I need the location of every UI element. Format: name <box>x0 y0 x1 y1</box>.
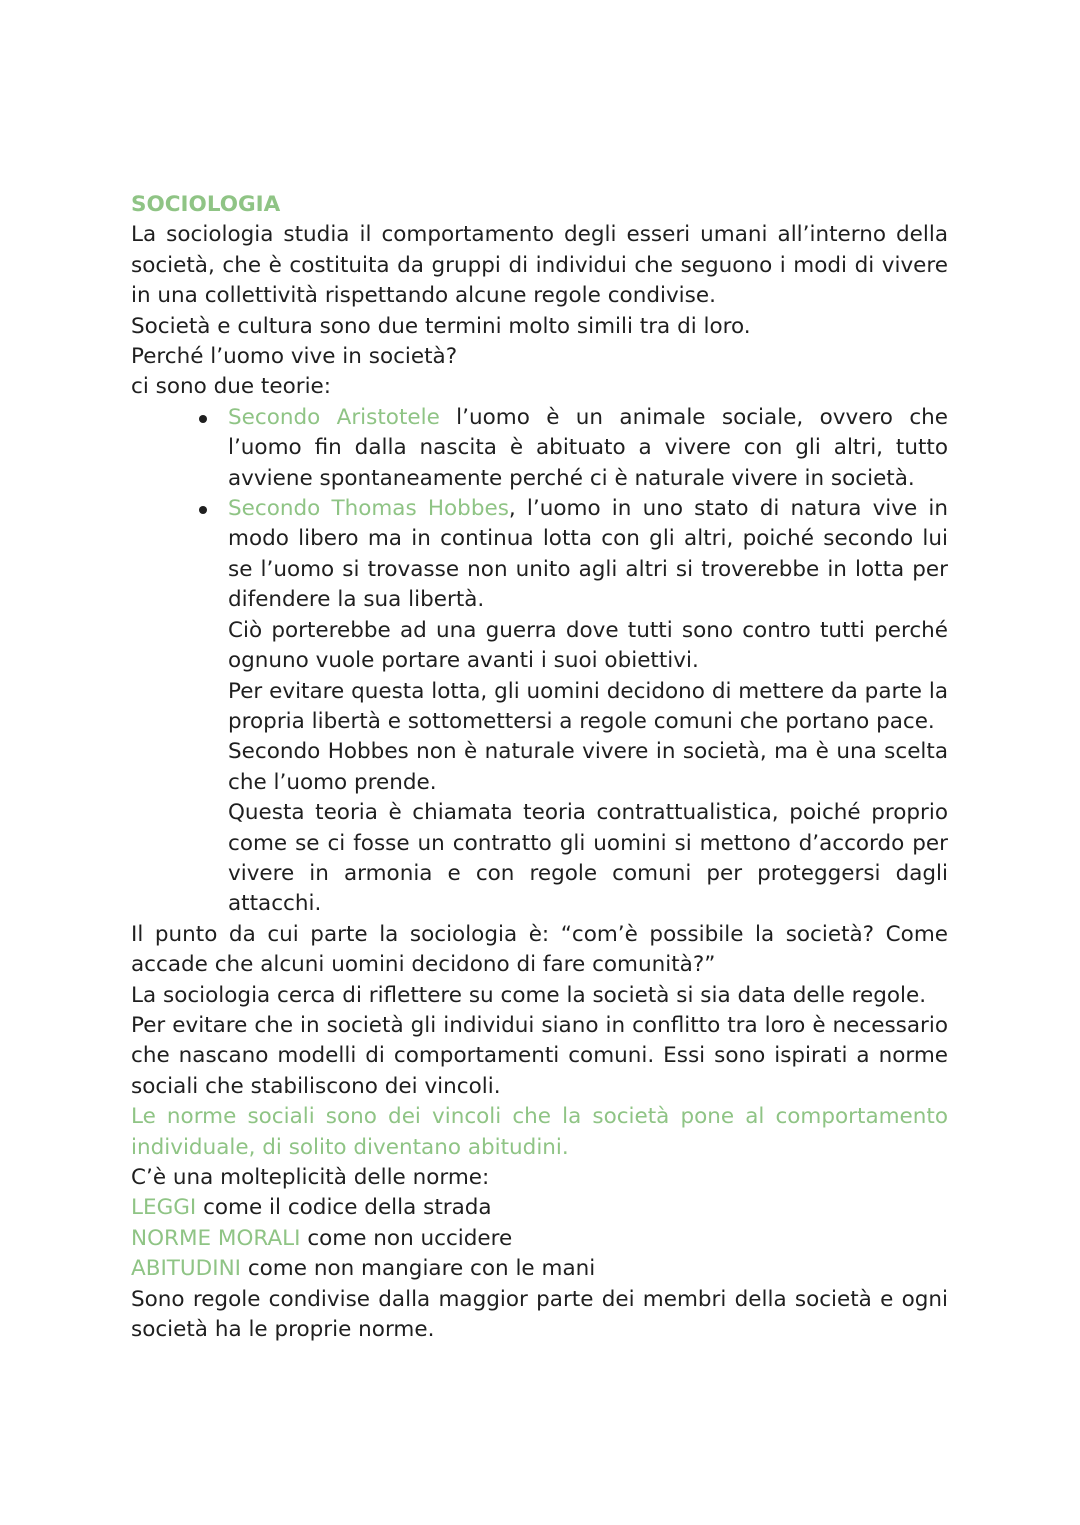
theory-paragraph: Secondo Hobbes non è naturale vivere in società, ma è una scelta che l’uomo prende. <box>228 739 948 795</box>
theory-paragraph <box>228 494 948 616</box>
theory-paragraph: Questa teoria è chiamata teoria contrattualistica, poiché proprio come se ci fosse un contratto gli uomini si mettono d’accordo per vivere in armonia e con regole comuni per proteggersi dagli attacchi. <box>228 800 948 917</box>
norm-example: come il codice della strada <box>196 1195 492 1221</box>
norm-line <box>131 1193 948 1223</box>
norm-line <box>131 1224 948 1254</box>
theory-paragraph: Per evitare questa lotta, gli uomini decidono di mettere da parte la propria libertà e sottomettersi a regole comuni che portano pace. <box>228 678 948 734</box>
theory-name: Secondo Thomas Hobbes <box>228 496 509 522</box>
theory-text: , l’uomo in uno stato di natura vive in modo libero ma in continua lotta con gli altri, poiché secondo lui se l’uomo si trovasse non unito agli altri si troverebbe in lotta per difendere la sua libertà. <box>228 496 948 613</box>
definition-paragraph: Le norme sociali sono dei vincoli che la società pone al comportamento individuale, di solito diventano abitudini. <box>131 1104 948 1160</box>
norm-term: ABITUDINI <box>131 1256 241 1282</box>
intro-paragraph: Società e cultura sono due termini molto simili tra di loro. <box>131 313 751 339</box>
theory-name: Secondo Aristotele <box>228 404 440 430</box>
body-paragraph: Il punto da cui parte la sociologia è: “com’è possibile la società? Come accade che alcuni uomini decidono di fare comunità?” <box>131 921 948 978</box>
theory-text: l’uomo è un animale sociale, ovvero che l’uomo fin dalla nascita è abituato a vivere con gli altri, tutto avviene spontaneamente perché ci è naturale vivere in società. <box>228 404 948 491</box>
body-paragraph: La sociologia cerca di riflettere su come la società si sia data delle regole. <box>131 982 927 1008</box>
norms-intro: C’è una molteplicità delle norme: <box>131 1165 490 1190</box>
theory-paragraph <box>228 403 948 494</box>
norm-term: LEGGI <box>131 1195 197 1221</box>
theories-list <box>131 403 948 920</box>
norm-example: come non mangiare con le mani <box>241 1256 596 1282</box>
intro-paragraph: La sociologia studia il comportamento degli esseri umani all’interno della società, che è costituita da gruppi di individui che seguono i modi di vivere in una collettività rispettando alcune regole condivise. <box>131 222 948 309</box>
theory-item-hobbes <box>228 494 948 920</box>
conclusion-paragraph: Sono regole condivise dalla maggior parte dei membri della società e ogni società ha le proprie norme. <box>131 1286 948 1343</box>
intro-question: Perché l’uomo vive in società? <box>131 344 458 370</box>
norm-example: come non uccidere <box>300 1225 513 1251</box>
theory-item-aristotele <box>228 403 948 494</box>
intro-paragraph: ci sono due teorie: <box>131 374 332 400</box>
norm-term: NORME MORALI <box>131 1225 301 1251</box>
body-paragraph: Per evitare che in società gli individui siano in conflitto tra loro è necessario che nascano modelli di comportamenti comuni. Essi sono ispirati a norme sociali che stabiliscono dei vincoli. <box>131 1012 948 1099</box>
document-page <box>131 190 948 1345</box>
norm-line <box>131 1254 948 1284</box>
theory-paragraph: Ciò porterebbe ad una guerra dove tutti sono contro tutti perché ognuno vuole portare avanti i suoi obiettivi. <box>228 617 948 674</box>
page-title: SOCIOLOGIA <box>131 192 281 217</box>
